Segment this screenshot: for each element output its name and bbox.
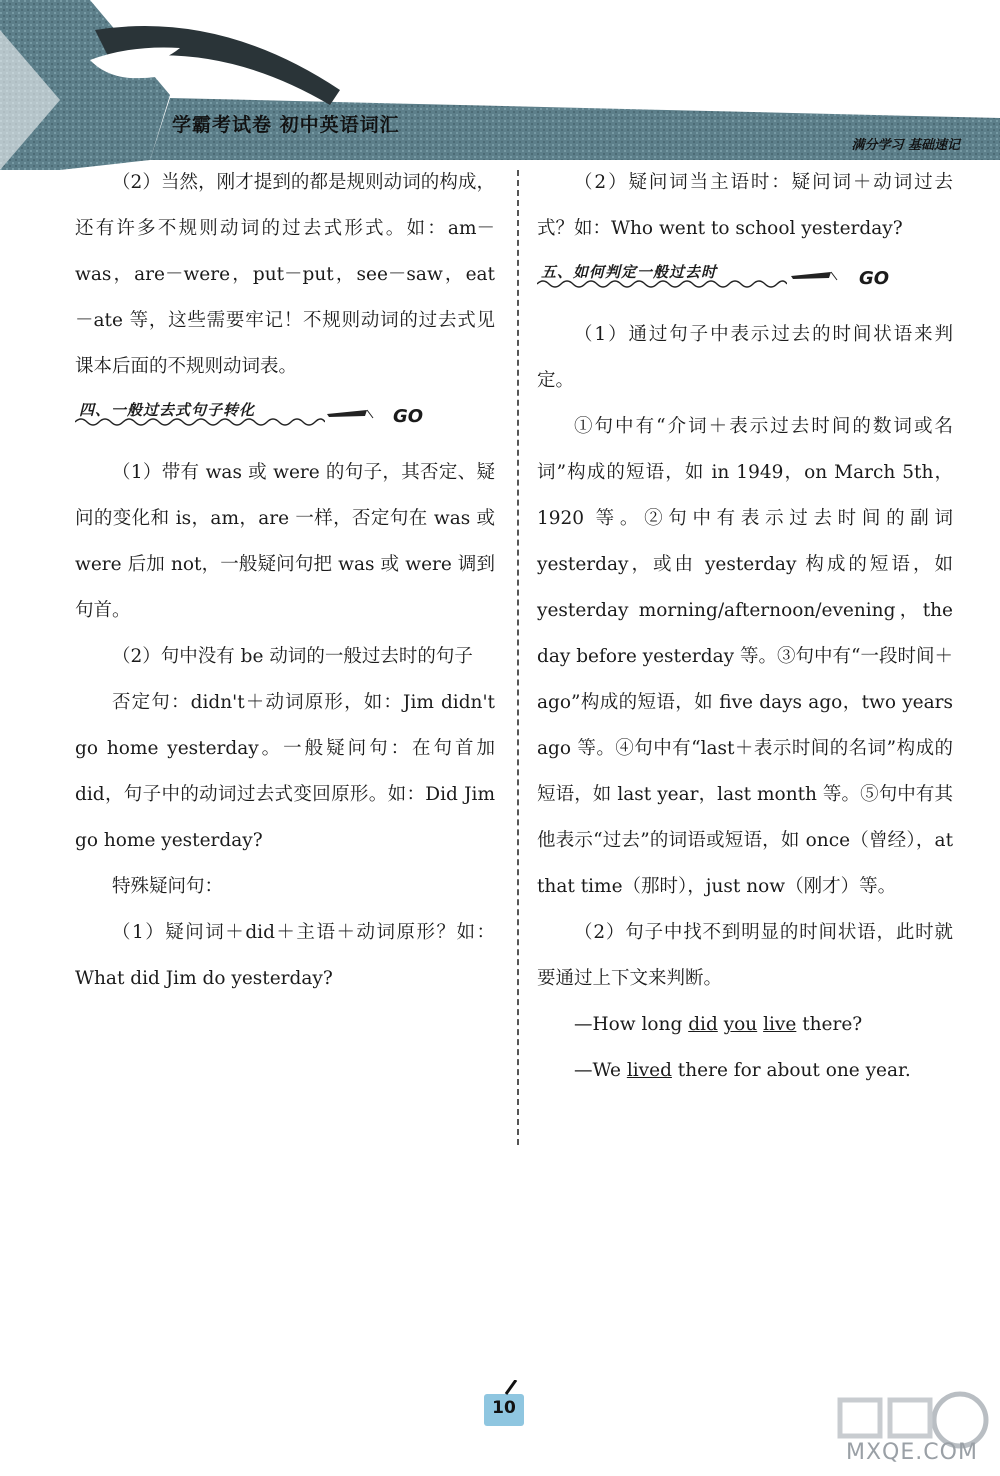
wavy-underline-icon	[75, 416, 325, 428]
watermark-text: MXQE.COM	[846, 1440, 978, 1465]
column-divider	[517, 170, 519, 1145]
section-tags: 满分学习 基础速记	[851, 138, 960, 153]
book-title: 学霸考试卷 初中英语词汇	[172, 114, 400, 136]
paragraph-irregular-verbs: （2）当然，刚才提到的都是规则动词的构成，还有许多不规则动词的过去式形式。如：am－was，are－were，put－put，see－saw，eat－ate 等，这些需要牢记！不规则动词的过去式见课本后面的不规则动词表。	[75, 172, 495, 377]
left-column	[75, 160, 495, 1002]
paragraph-was-were: （1）带有 was 或 were 的句子，其否定、疑问的变化和 is，am，are 一样，否定句在 was 或 were 后加 not，一般疑问句把 was 或 were 调到句首。	[75, 462, 495, 621]
dialogue-text: —How long	[574, 1014, 689, 1035]
dialogue-text: —We	[574, 1060, 627, 1081]
brush-stroke-icon	[325, 406, 375, 420]
underlined-word: did	[688, 1014, 718, 1035]
section-heading-5	[537, 256, 953, 306]
section-heading-4	[75, 394, 495, 444]
go-label: GO	[859, 268, 890, 289]
underlined-word: live	[763, 1014, 797, 1035]
paragraph-time-examples: ①句中有“介词＋表示过去时间的数词或名词”构成的短语，如 in 1949，on March 5th，1920 等。②句中有表示过去时间的副词 yesterday，或由 yesterday 构成的短语，如 yesterday morning/afternoon/evening，the day before yesterday 等。③句中有“一段时间＋ago”构成的短语，如 five days ago，two years ago 等。④句中有“last＋表示时间的名词”构成的短语，如 last year，last month 等。⑤句中有其他表示“过去”的词语或短语，如 once（曾经），at that time（那时），just now（刚才）等。	[537, 416, 953, 897]
paragraph-wh-question: （1）疑问词＋did＋主语＋动词原形？如：What did Jim do yesterday?	[75, 922, 495, 989]
dialogue-line-1	[537, 1002, 953, 1048]
section-heading-4-text: 四、一般过去式句子转化	[79, 401, 256, 419]
page-number: 10	[492, 1398, 516, 1418]
dialogue-text: there?	[796, 1014, 863, 1035]
section-heading-5-text: 五、如何判定一般过去时	[541, 263, 718, 281]
underlined-word: you	[723, 1014, 758, 1035]
paragraph-wh-subject: （2）疑问词当主语时：疑问词＋动词过去式？如：Who went to school yesterday?	[537, 172, 953, 239]
right-column	[537, 160, 953, 1094]
wavy-underline-icon	[537, 278, 787, 290]
underlined-word: lived	[626, 1060, 672, 1081]
brush-stroke-icon	[789, 268, 839, 282]
paragraph-time-adverbial: （1）通过句子中表示过去的时间状语来判定。	[537, 324, 953, 391]
header-banner	[0, 0, 1000, 170]
dialogue-line-2	[537, 1048, 953, 1094]
dialogue-text: there for about one year.	[671, 1060, 911, 1081]
paragraph-context: （2）句子中找不到明显的时间状语，此时就要通过上下文来判断。	[537, 922, 953, 989]
paragraph-special-question: 特殊疑问句：	[112, 876, 224, 897]
go-label: GO	[393, 406, 424, 427]
paragraph-negative: 否定句：didn't＋动词原形，如：Jim didn't go home yesterday。一般疑问句：在句首加 did，句子中的动词过去式变回原形。如：Did Jim go home yesterday?	[75, 692, 495, 851]
paragraph-no-be-verb: （2）句中没有 be 动词的一般过去时的句子	[112, 646, 473, 667]
